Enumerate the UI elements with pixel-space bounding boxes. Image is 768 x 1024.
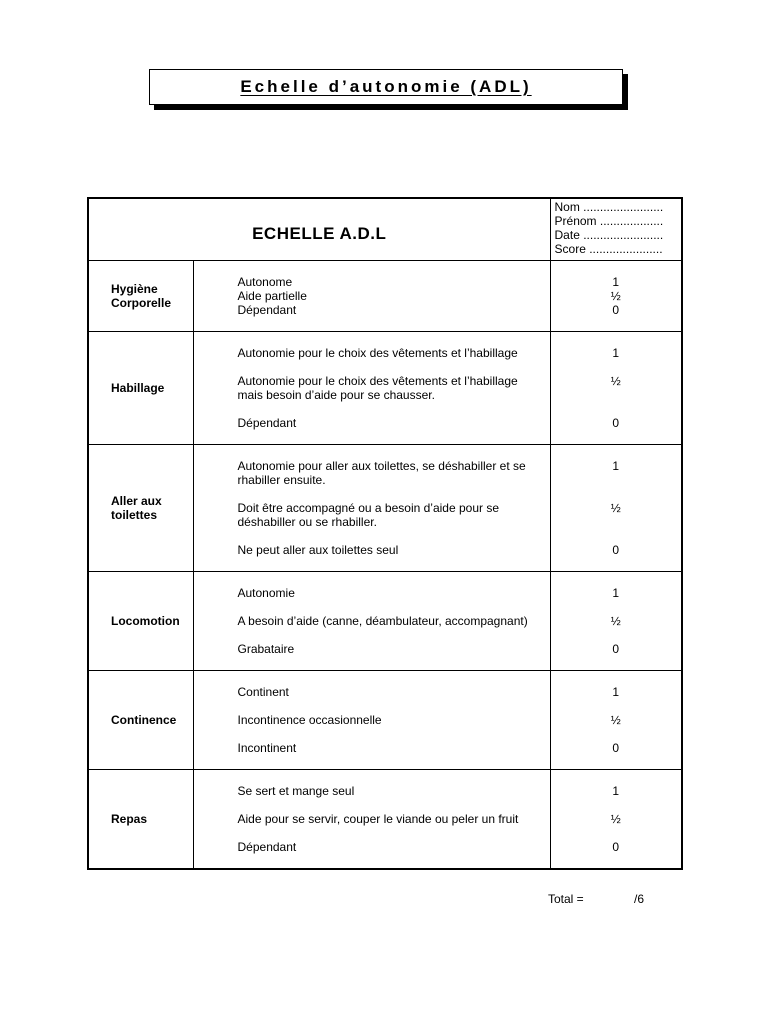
scores-cell (550, 331, 682, 444)
category-cell (88, 260, 193, 331)
table-row (88, 670, 682, 769)
category-label: Repas (111, 811, 148, 826)
category-cell (88, 670, 193, 769)
total-line (548, 892, 645, 906)
options-cell (193, 670, 550, 769)
category-cell (88, 331, 193, 444)
patient-info (550, 198, 682, 260)
option-text: A besoin d’aide (canne, déambulateur, accompagnant) (237, 613, 528, 628)
score-value: 1 (612, 459, 620, 473)
score-value: ½ (610, 713, 621, 727)
option-text: Autonomie pour aller aux toilettes, se déshabiller et se rhabiller ensuite. (237, 458, 526, 487)
option-text: Grabataire (237, 641, 295, 656)
option-text: Aide pour se servir, couper le viande ou peler un fruit (237, 811, 519, 826)
scores-cell (550, 260, 682, 331)
score-value: 0 (612, 543, 620, 557)
scores-cell (550, 571, 682, 670)
document-title-box (149, 69, 623, 105)
option-text: Autonomie pour le choix des vêtements et l’habillage mais besoin d’aide pour se chausser. (237, 373, 518, 402)
info-date: Date ........................ (554, 228, 664, 242)
score-value: 1 (612, 586, 620, 600)
category-label: Continence (111, 712, 177, 727)
score-value: ½ (610, 374, 621, 388)
table-title: ECHELLE A.D.L (88, 198, 550, 260)
score-value: 1 (612, 685, 620, 699)
info-name: Nom ........................ (554, 200, 664, 214)
category-label: Locomotion (111, 613, 180, 628)
score-value: ½ (610, 614, 621, 628)
option-text: Autonome (237, 274, 293, 289)
scores-cell (550, 670, 682, 769)
table-row (88, 260, 682, 331)
score-value: 1 (612, 784, 620, 798)
table-row (88, 444, 682, 571)
category-cell (88, 444, 193, 571)
options-cell (193, 444, 550, 571)
table-row (88, 769, 682, 869)
category-cell (88, 571, 193, 670)
option-text: Continent (237, 684, 289, 699)
table-row (88, 331, 682, 444)
option-text: Aide partielle (237, 288, 307, 303)
score-value: 0 (612, 840, 620, 854)
category-label: Habillage (111, 380, 165, 395)
document-title: Echelle d’autonomie (ADL) (240, 77, 532, 96)
score-value: ½ (610, 501, 621, 515)
info-score: Score ...................... (554, 242, 663, 256)
score-value: ½ (610, 289, 621, 303)
info-firstname: Prénom ................... (554, 214, 664, 228)
category-label: Aller aux (111, 493, 162, 508)
option-text: Ne peut aller aux toilettes seul (237, 542, 399, 557)
score-value: 0 (612, 741, 620, 755)
option-text: Dépendant (237, 839, 297, 854)
total-max: /6 (634, 892, 645, 906)
category-label: toilettes (111, 507, 158, 522)
table-header-row (88, 198, 682, 260)
category-cell (88, 769, 193, 869)
score-value: ½ (610, 812, 621, 826)
score-value: 1 (612, 346, 620, 360)
score-value: 1 (612, 275, 620, 289)
category-label: Corporelle (111, 295, 172, 310)
options-cell (193, 331, 550, 444)
scores-cell (550, 444, 682, 571)
option-text: Dépendant (237, 415, 297, 430)
score-value: 0 (612, 642, 620, 656)
option-text: Dépendant (237, 302, 297, 317)
option-text: Se sert et mange seul (237, 783, 355, 798)
option-text: Incontinence occasionnelle (237, 712, 382, 727)
total-label: Total = (548, 892, 584, 906)
options-cell (193, 769, 550, 869)
option-text: Doit être accompagné ou a besoin d’aide pour se déshabiller ou se rhabiller. (237, 500, 500, 529)
options-cell (193, 260, 550, 331)
option-text: Autonomie pour le choix des vêtements et l’habillage (237, 345, 518, 360)
table-row (88, 571, 682, 670)
options-cell (193, 571, 550, 670)
category-label: Hygiène (111, 281, 158, 296)
option-text: Autonomie (237, 585, 295, 600)
score-value: 0 (612, 416, 620, 430)
score-value: 0 (612, 303, 620, 317)
option-text: Incontinent (237, 740, 297, 755)
scores-cell (550, 769, 682, 869)
adl-table (87, 197, 683, 870)
